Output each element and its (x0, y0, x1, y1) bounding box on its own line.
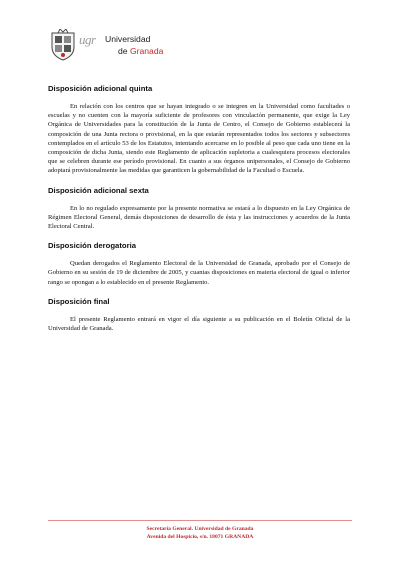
university-logo (48, 29, 188, 63)
section-final (48, 297, 350, 333)
section-title: Disposición final (48, 296, 110, 306)
section-title: Disposición adicional quinta (48, 84, 153, 93)
footer-line1: Secretaría General. Universidad de Granada (146, 526, 254, 532)
ugr-mark: ugr (79, 32, 96, 47)
section-paragraph: Quedan derogados el Reglamento Electoral de la Universidad de Granada, aprobado por el Consejo de Gobierno en su sesión de 19 de diciembre de 2005, y cuantas disposiciones en materia electoral de igual o inferior rango se opongan a lo establecido en el presente Reglamento. (48, 260, 350, 286)
section-title: Disposición adicional sexta (48, 185, 149, 195)
section-derogatoria (48, 241, 350, 287)
section-title: Disposición derogatoria (48, 241, 136, 251)
university-name-line1: Universidad (105, 34, 151, 44)
university-name-line2 (105, 45, 163, 57)
page-footer (0, 525, 400, 541)
footer-line2: Avenida del Hospicio, s/n. 18071 GRANADA (146, 534, 254, 540)
university-name-prefix: de (118, 46, 130, 56)
section-paragraph: El presente Reglamento entrará en vigor el día siguiente a su publicación en el Boletín Oficial de la Universidad de Granada. (48, 315, 350, 333)
section-paragraph: En lo no regulado expresamente por la presente normativa se estará a lo dispuesto en la Ley Orgánica de Régimen Electoral General, demás disposiciones de desarrollo de ésta y las instrucciones y acuerdos de la Junta Electoral Central. (48, 204, 350, 231)
section-paragraph: En relación con los centros que se hayan integrado o se integren en la Universidad como facultades o escuelas y no cuenten con la mayoría suficiente de profesores con vinculación permanente, que exige la Ley Orgánica de Universidades para la constitución de la Junta de Centro, el Consejo de Gobierno establecerá la composición de una Junta rectora o provisional, en la que estarán representados todos los sectores y subsectores contemplados en el artículo 53 de los Estatutos, intentando acercarse en lo posible al peso que cada uno tiene en la composición de dicha Junta, siendo este Reglamento de aplicación supletoria a cualesquiera procesos electorales que se celebren durante ese período provisional. En cuanto a sus órganos unipersonales, el Consejo de Gobierno adoptará provisionalmente las medidas que garanticen la gobernabilidad de la Facultad o Escuela. (48, 103, 350, 175)
university-seal-icon (48, 29, 78, 61)
document-body (48, 84, 350, 343)
section-adicional-sexta (48, 186, 350, 232)
university-name (105, 33, 163, 57)
footer-divider (48, 520, 352, 521)
university-name-city: Granada (129, 46, 164, 56)
section-adicional-quinta (48, 84, 350, 176)
